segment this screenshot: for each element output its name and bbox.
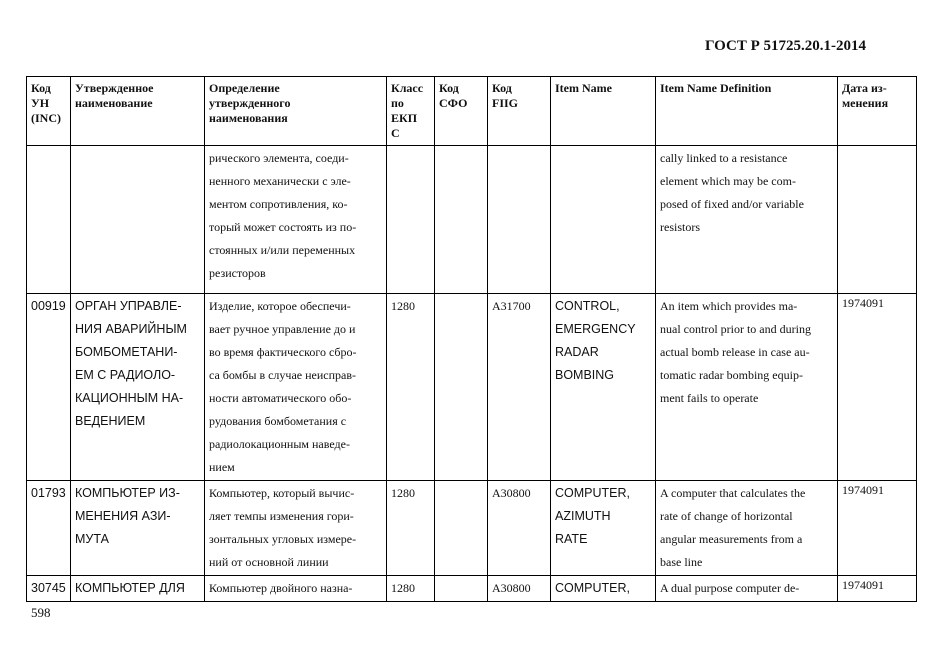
column-header-inc: Код УН (INC)	[27, 77, 71, 146]
cell-inc: 01793	[27, 481, 71, 576]
cell-class: 1280	[387, 576, 435, 602]
column-header-class: Класс по ЕКП С	[387, 77, 435, 146]
cell-approved-name: КОМПЬЮТЕР ДЛЯ	[71, 576, 205, 602]
cell-definition: рического элемента, соеди- ненного механически с эле- ментом сопротивления, ко- торый может состоять из по- стоянных и/или переменных резисторов	[205, 146, 387, 294]
cell-definition: Компьютер двойного назна-	[205, 576, 387, 602]
table-header-row	[27, 77, 917, 146]
cell-sfo	[435, 481, 488, 576]
cell-change-date: 1974091	[838, 576, 917, 602]
cell-item-name-definition: A computer that calculates the rate of change of horizontal angular measurements from a base line	[656, 481, 838, 576]
cell-sfo	[435, 294, 488, 481]
cell-fiig: A31700	[488, 294, 551, 481]
column-header-item-name: Item Name	[551, 77, 656, 146]
cell-item-name-definition: An item which provides ma- nual control prior to and during actual bomb release in case au- tomatic radar bombing equip- ment fails to operate	[656, 294, 838, 481]
cell-definition: Изделие, которое обеспечи- вает ручное управление до и во время фактического сбро- са бомбы в случае неисправ- ности автоматического обо- рудования бомбометания с радиолокационным наведе- нием	[205, 294, 387, 481]
table-row	[27, 481, 917, 576]
cell-fiig	[488, 146, 551, 294]
cell-inc	[27, 146, 71, 294]
cell-fiig: A30800	[488, 576, 551, 602]
cell-change-date: 1974091	[838, 481, 917, 576]
cell-change-date: 1974091	[838, 294, 917, 481]
cell-sfo	[435, 576, 488, 602]
cell-approved-name: ОРГАН УПРАВЛЕ- НИЯ АВАРИЙНЫМ БОМБОМЕТАНИ- ЕМ С РАДИОЛО- КАЦИОННЫМ НА- ВЕДЕНИЕМ	[71, 294, 205, 481]
cell-change-date	[838, 146, 917, 294]
cell-item-name: COMPUTER, AZIMUTH RATE	[551, 481, 656, 576]
cell-item-name-definition: cally linked to a resistance element which may be com- posed of fixed and/or variable resistors	[656, 146, 838, 294]
cell-inc: 00919	[27, 294, 71, 481]
column-header-change-date: Дата из- менения	[838, 77, 917, 146]
document-code: ГОСТ Р 51725.20.1-2014	[705, 38, 867, 54]
cell-item-name: CONTROL, EMERGENCY RADAR BOMBING	[551, 294, 656, 481]
page-number: 598	[31, 605, 51, 620]
cell-fiig: A30800	[488, 481, 551, 576]
column-header-approved-name: Утвержденное наименование	[71, 77, 205, 146]
cell-item-name: COMPUTER,	[551, 576, 656, 602]
table-row	[27, 294, 917, 481]
cell-item-name-definition: A dual purpose computer de-	[656, 576, 838, 602]
cell-class: 1280	[387, 294, 435, 481]
column-header-sfo: Код СФО	[435, 77, 488, 146]
column-header-item-name-definition: Item Name Definition	[656, 77, 838, 146]
nomenclature-table	[26, 76, 917, 602]
cell-approved-name: КОМПЬЮТЕР ИЗ- МЕНЕНИЯ АЗИ- МУТА	[71, 481, 205, 576]
column-header-definition: Определение утвержденного наименования	[205, 77, 387, 146]
column-header-fiig: Код FIIG	[488, 77, 551, 146]
table-row	[27, 146, 917, 294]
table-row	[27, 576, 917, 602]
cell-class	[387, 146, 435, 294]
cell-sfo	[435, 146, 488, 294]
cell-approved-name	[71, 146, 205, 294]
cell-item-name	[551, 146, 656, 294]
cell-inc: 30745	[27, 576, 71, 602]
cell-definition: Компьютер, который вычис- ляет темпы изменения гори- зонтальных угловых измере- ний от основной линии	[205, 481, 387, 576]
cell-class: 1280	[387, 481, 435, 576]
